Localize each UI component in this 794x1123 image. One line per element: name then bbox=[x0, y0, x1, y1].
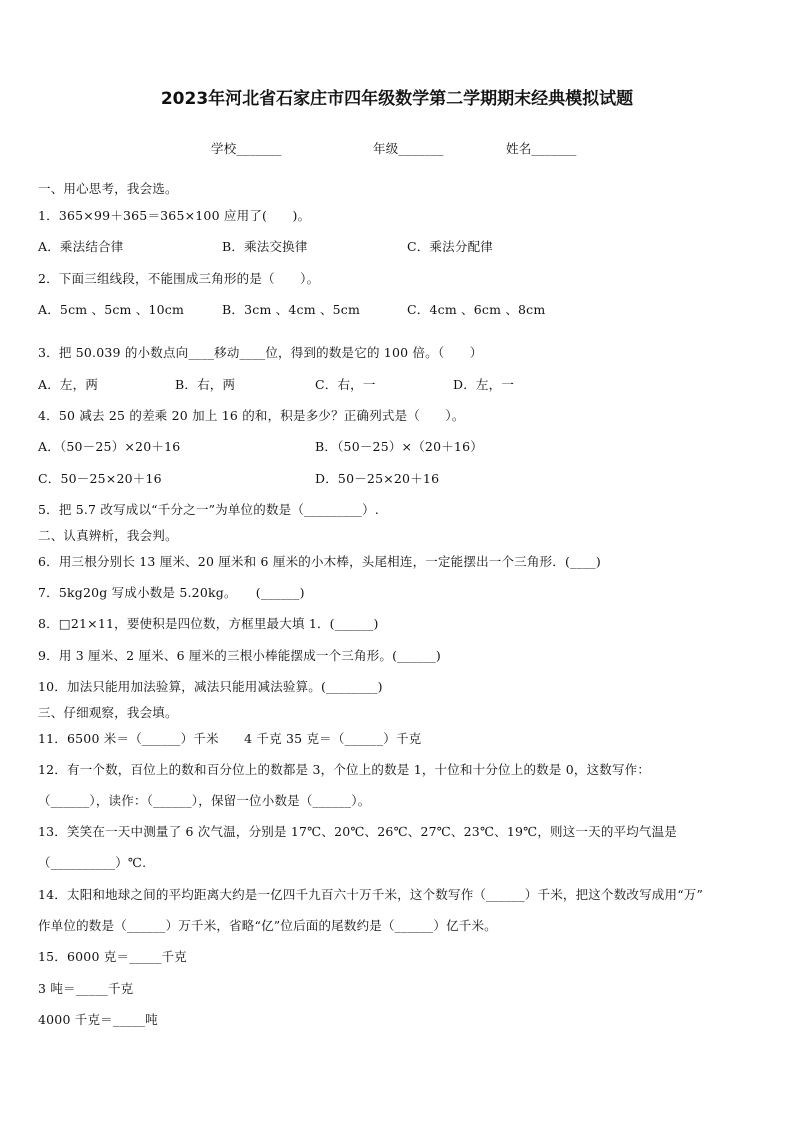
question-4-option-b: B．（50－25）×（20＋16） bbox=[315, 439, 483, 454]
question-4: 4．50 减去 25 的差乘 20 加上 16 的和，积是多少？正确列式是（ ）。 bbox=[38, 408, 465, 423]
page-title: 2023年河北省石家庄市四年级数学第二学期期末经典模拟试题 bbox=[160, 89, 634, 109]
question-14-line-1: 14．太阳和地球之间的平均距离大约是一亿四千九百六十万千米，这个数写作（______）千米，把这个数改写成用“万” bbox=[38, 887, 704, 902]
name-field: 姓名_______ bbox=[506, 141, 577, 156]
question-1-option-b: B．乘法交换律 bbox=[222, 239, 308, 254]
question-15-line-2: 3 吨＝_____千克 bbox=[38, 981, 134, 996]
question-3-option-d: D．左，一 bbox=[453, 377, 515, 392]
question-2-option-c: C．4cm 、6cm 、8cm bbox=[407, 302, 546, 317]
question-15-line-3: 4000 千克＝_____吨 bbox=[38, 1012, 158, 1027]
question-13-line-1: 13．笑笑在一天中测量了 6 次气温，分别是 17℃、20℃、26℃、27℃、23℃、19℃，则这一天的平均气温是 bbox=[38, 824, 678, 839]
question-3-option-a: A．左，两 bbox=[38, 377, 99, 392]
question-12-line-2: （______），读作：（______），保留一位小数是（______）。 bbox=[38, 793, 371, 808]
section-heading-2: 二、认真辨析，我会判。 bbox=[38, 528, 178, 543]
question-8: 8．□21×11，要使积是四位数，方框里最大填 1．(______) bbox=[38, 616, 379, 631]
question-1-option-a: A．乘法结合律 bbox=[38, 239, 124, 254]
question-4-option-d: D．50－25×20＋16 bbox=[315, 471, 440, 486]
question-3: 3．把 50.039 的小数点向____移动____位，得到的数是它的 100 倍。（ ） bbox=[38, 345, 483, 360]
question-9: 9．用 3 厘米、2 厘米、6 厘米的三根小棒能摆成一个三角形。(______) bbox=[38, 648, 441, 663]
question-1: 1．365×99＋365＝365×100 应用了( )。 bbox=[38, 208, 311, 223]
question-3-option-b: B．右，两 bbox=[175, 377, 236, 392]
question-6: 6．用三根分别长 13 厘米、20 厘米和 6 厘米的小木棒，头尾相连，一定能摆出一个三角形．(____) bbox=[38, 554, 601, 569]
question-12-line-1: 12．有一个数，百位上的数和百分位上的数都是 3，个位上的数是 1，十位和十分位上的数是 0，这数写作： bbox=[38, 762, 651, 777]
question-7: 7．5kg20g 写成小数是 5.20kg。 (______) bbox=[38, 585, 305, 600]
question-1-option-c: C．乘法分配律 bbox=[407, 239, 493, 254]
question-5: 5．把 5.7 改写成以“千分之一”为单位的数是（_________）. bbox=[38, 502, 379, 517]
question-10: 10．加法只能用加法验算，减法只能用减法验算。(________) bbox=[38, 679, 383, 694]
question-2: 2．下面三组线段，不能围成三角形的是（ ）。 bbox=[38, 271, 320, 286]
question-2-option-b: B．3cm 、4cm 、5cm bbox=[222, 302, 361, 317]
question-13-line-2: （__________）℃. bbox=[38, 855, 147, 870]
question-4-option-a: A．（50－25）×20＋16 bbox=[38, 439, 181, 454]
grade-field: 年级_______ bbox=[373, 141, 444, 156]
question-4-option-c: C．50－25×20＋16 bbox=[38, 471, 162, 486]
question-2-option-a: A．5cm 、5cm 、10cm bbox=[38, 302, 185, 317]
section-heading-1: 一、用心思考，我会选。 bbox=[38, 181, 178, 196]
school-field: 学校_______ bbox=[211, 141, 282, 156]
section-heading-3: 三、仔细观察，我会填。 bbox=[38, 705, 178, 720]
question-14-line-2: 作单位的数是（______）万千米，省略“亿”位后面的尾数约是（______）亿千米。 bbox=[38, 918, 497, 933]
question-11: 11．6500 米＝（______）千米 4 千克 35 克＝（______）千克 bbox=[38, 731, 422, 746]
question-15-line-1: 15．6000 克＝_____千克 bbox=[38, 949, 187, 964]
question-3-option-c: C．右，一 bbox=[315, 377, 376, 392]
